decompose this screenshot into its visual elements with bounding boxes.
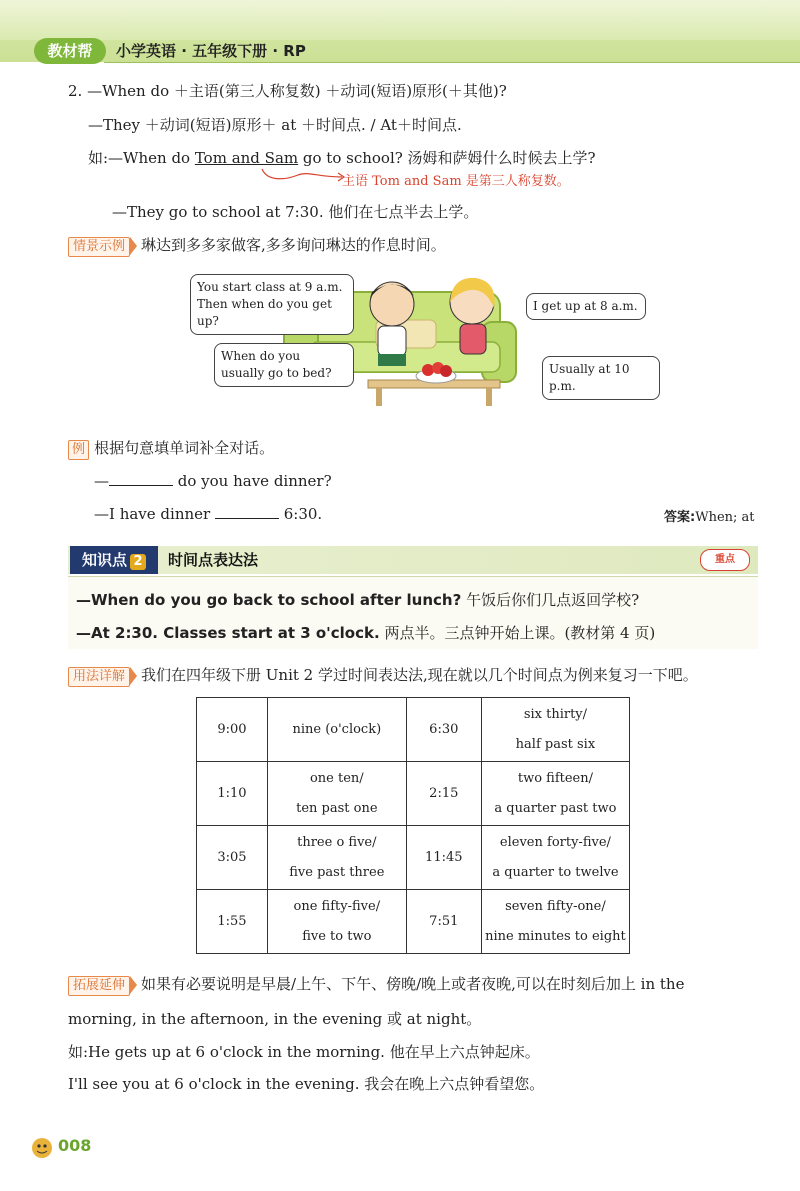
time-words-b: five to two [302, 928, 372, 944]
time-cell [197, 698, 268, 762]
time-words-a: seven fifty-one/ [505, 898, 606, 914]
knowledge-line-2-en: —At 2:30. Classes start at 3 o'clock. [76, 624, 380, 642]
words-cell [481, 826, 629, 890]
speech-bubble-2: I get up at 8 a.m. [526, 293, 646, 320]
knowledge-badge [70, 546, 158, 574]
exercise-instruction: 根据句意填单词补全对话。 [94, 439, 275, 457]
time-cell [406, 826, 481, 890]
example-answer: —They go to school at 7:30. 他们在七点半去上学。 [112, 203, 479, 221]
answer-label: 答案: [664, 510, 696, 525]
time-cell [197, 826, 268, 890]
scene-tag: 情景示例 [68, 237, 130, 257]
example-subject: Tom and Sam [194, 149, 299, 167]
extend-line-4: I'll see you at 6 o'clock in the evening. 我会在晚上六点钟看望您。 [68, 1075, 545, 1093]
table-row [197, 826, 630, 890]
q2-prefix: —I have dinner [94, 505, 215, 523]
exercise-tag: 例 [68, 440, 89, 460]
exercise-line-2 [94, 504, 322, 523]
mascot-icon [28, 1134, 56, 1160]
time-digits: 11:45 [425, 849, 463, 865]
knowledge-line-1 [76, 589, 639, 610]
knowledge-line-2-cn: 两点半。三点钟开始上课。(教材第 4 页) [379, 624, 656, 642]
table-row [197, 762, 630, 826]
extend-tag: 拓展延伸 [68, 976, 130, 996]
time-cell [406, 698, 481, 762]
speech-bubble-4: Usually at 10 p.m. [542, 356, 660, 400]
example-prefix: 如:—When do [88, 149, 195, 167]
knowledge-line-1-cn: 午饭后你们几点返回学校? [461, 591, 640, 609]
subject-note: 主语 Tom and Sam 是第三人称复数。 [342, 174, 570, 189]
key-point-stamp: 重点 [700, 549, 750, 571]
q1-suffix: do you have dinner? [173, 472, 332, 490]
words-cell [267, 826, 406, 890]
exercise-answer [664, 506, 755, 525]
usage-text: 我们在四年级下册 Unit 2 学过时间表达法,现在就以几个时间点为例来复习一下吧。 [141, 666, 698, 684]
extend-line-1: 如果有必要说明是早晨/上午、下午、傍晚/晚上或者夜晚,可以在时刻后加上 in the [141, 975, 685, 993]
answer-blank-2[interactable] [215, 504, 279, 519]
scene-text: 琳达到多多家做客,多多询问琳达的作息时间。 [141, 236, 446, 254]
tag-arrow-icon [130, 237, 137, 255]
words-cell [481, 762, 629, 826]
words-cell [481, 890, 629, 954]
time-digits: 9:00 [217, 721, 247, 737]
table-row [197, 890, 630, 954]
time-words-b: a quarter past two [494, 800, 617, 816]
speech-bubble-1: You start class at 9 a.m. Then when do you get up? [190, 274, 354, 335]
time-cell [406, 762, 481, 826]
answer-blank-1[interactable] [109, 471, 173, 486]
time-table [196, 697, 630, 954]
brand-badge: 教材帮 [34, 38, 106, 64]
time-words-a: one ten/ [309, 770, 364, 786]
time-words-a: eleven forty-five/ [499, 834, 611, 850]
time-digits: 2:15 [429, 785, 459, 801]
time-digits: 1:10 [217, 785, 247, 801]
words-cell [481, 698, 629, 762]
pattern-line-1: 2. —When do ＋主语(第三人称复数) ＋动词(短语)原形(＋其他)? [68, 82, 507, 100]
speech-bubble-3: When do you usually go to bed? [214, 343, 354, 387]
extend-line-3: 如:He gets up at 6 o'clock in the morning. 他在早上六点钟起床。 [68, 1043, 540, 1061]
time-digits: 1:55 [217, 913, 247, 929]
time-digits: 7:51 [429, 913, 459, 929]
knowledge-badge-label: 知识点 [81, 551, 127, 569]
exercise-line-1 [94, 471, 332, 490]
example-suffix: go to school? 汤姆和萨姆什么时候去上学? [298, 149, 596, 167]
time-words-b: nine minutes to eight [485, 928, 626, 944]
extend-heading [68, 973, 684, 996]
header-divider [104, 62, 800, 63]
words-cell [267, 698, 406, 762]
answer-value: When; at [695, 510, 755, 525]
tag-arrow-icon [130, 667, 137, 685]
knowledge-title: 时间点表达法 [168, 551, 259, 569]
words-cell [267, 890, 406, 954]
time-words-a: one fifty-five/ [293, 898, 381, 914]
time-cell [406, 890, 481, 954]
time-words-b: five past three [289, 864, 385, 880]
curved-arrow-icon [258, 165, 348, 187]
q1-prefix: — [94, 472, 109, 490]
time-digits: 6:30 [429, 721, 459, 737]
scene-heading [68, 234, 446, 257]
words-cell [267, 762, 406, 826]
time-digits: 3:05 [217, 849, 247, 865]
page-number: 008 [58, 1136, 92, 1155]
knowledge-number: 2 [130, 554, 146, 570]
book-title: 小学英语 · 五年级下册 · RP [116, 42, 306, 60]
time-words-a: three o five/ [297, 834, 377, 850]
time-words-a: six thirty/ [523, 706, 588, 722]
extend-line-2: morning, in the afternoon, in the evening 或 at night。 [68, 1010, 482, 1028]
tag-arrow-icon [130, 976, 137, 994]
time-words-b: half past six [515, 736, 596, 752]
usage-heading [68, 664, 698, 687]
exercise-heading [68, 437, 274, 460]
table-row [197, 698, 630, 762]
time-words-a: nine (o'clock) [292, 721, 382, 737]
knowledge-line-1-en: —When do you go back to school after lunch? [76, 591, 462, 609]
time-words-b: ten past one [296, 800, 378, 816]
q2-suffix: 6:30. [278, 505, 323, 523]
time-cell [197, 890, 268, 954]
time-words-b: a quarter to twelve [492, 864, 619, 880]
knowledge-line-2 [76, 622, 655, 643]
usage-tag: 用法详解 [68, 667, 130, 687]
pattern-line-2: —They ＋动词(短语)原形＋ at ＋时间点. / At＋时间点. [88, 116, 462, 134]
time-cell [197, 762, 268, 826]
time-words-a: two fifteen/ [517, 770, 593, 786]
